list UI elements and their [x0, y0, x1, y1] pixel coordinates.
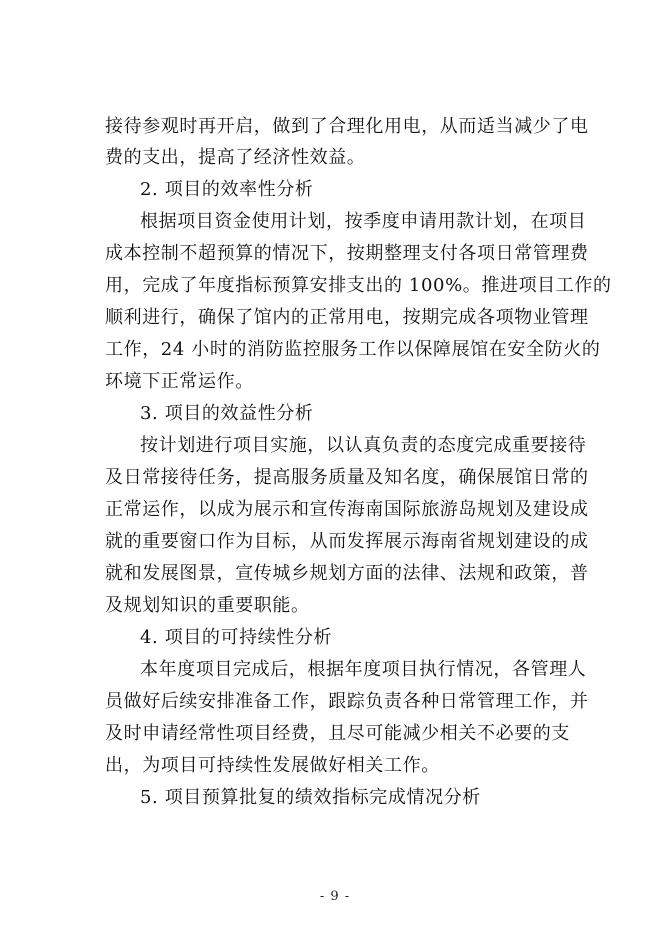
paragraph-line: 员做好后续安排准备工作，跟踪负责各种日常管理工作，并: [105, 691, 589, 712]
paragraph-line: 顺利进行，确保了馆内的正常用电，按期完成各项物业管理: [105, 307, 589, 328]
paragraph-line: 按计划进行项目实施，以认真负责的态度完成重要接待: [140, 435, 587, 456]
paragraph-line: 接待参观时再开启，做到了合理化用电，从而适当减少了电: [105, 116, 589, 137]
paragraph-line: 就的重要窗口作为目标，从而发挥展示海南省规划建设的成: [105, 531, 589, 552]
paragraph-line: 环境下正常运作。: [105, 371, 254, 392]
paragraph-line: 就和发展图景，宣传城乡规划方面的法律、法规和政策，普: [105, 563, 589, 584]
paragraph-line: 成本控制不超预算的情况下，按期整理支付各项日常管理费: [105, 243, 589, 264]
section-heading-benefit: 3. 项目的效益性分析: [140, 403, 314, 424]
paragraph-line: 及时申请经常性项目经费，且尽可能减少相关不必要的支: [105, 723, 570, 744]
paragraph-line: 用，完成了年度指标预算安排支出的 100%。推进项目工作的: [105, 275, 612, 296]
paragraph-line: 费的支出，提高了经济性效益。: [105, 147, 366, 168]
paragraph-line: 本年度项目完成后，根据年度项目执行情况，各管理人: [140, 659, 587, 680]
section-heading-efficiency: 2. 项目的效率性分析: [140, 179, 314, 200]
section-heading-sustainability: 4. 项目的可持续性分析: [140, 627, 333, 648]
paragraph-line: 工作，24 小时的消防监控服务工作以保障展馆在安全防火的: [105, 339, 601, 360]
paragraph-line: 出，为项目可持续性发展做好相关工作。: [105, 755, 440, 776]
section-heading-budget-indicators: 5. 项目预算批复的绩效指标完成情况分析: [140, 787, 481, 808]
paragraph-line: 及规划知识的重要职能。: [105, 595, 310, 616]
paragraph-line: 正常运作，以成为展示和宣传海南国际旅游岛规划及建设成: [105, 499, 589, 520]
paragraph-line: 根据项目资金使用计划，按季度申请用款计划，在项目: [140, 211, 587, 232]
page-number: - 9 -: [319, 889, 351, 904]
paragraph-line: 及日常接待任务，提高服务质量及知名度，确保展馆日常的: [105, 467, 589, 488]
